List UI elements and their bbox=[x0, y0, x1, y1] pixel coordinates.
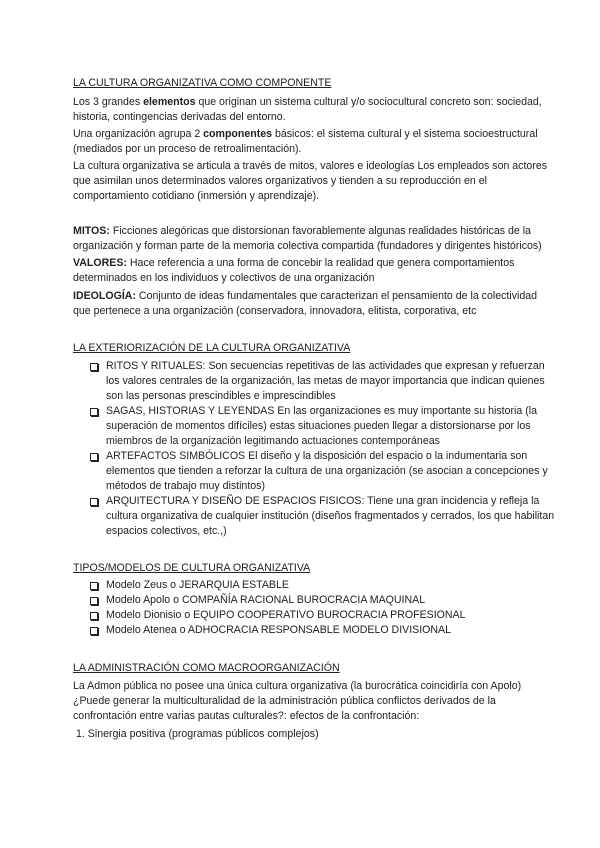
checkbox-bullet-icon bbox=[90, 453, 98, 461]
checkbox-bullet-icon bbox=[90, 408, 98, 416]
list-item bbox=[90, 578, 560, 593]
list-item-text: Modelo Apolo o COMPAÑÍA RACIONAL BUROCRACIA MAQUINAL bbox=[106, 594, 426, 606]
definition-label: VALORES: bbox=[73, 257, 127, 269]
list-item-text: RITOS Y RITUALES: Son secuencias repetitivas de las actividades que expresan y refuerzan los valores centrales de la organización, las metas de mayor importancia que indican quienes son las personas prescindibles e imprescindibles bbox=[106, 360, 545, 402]
checkbox-bullet-icon bbox=[90, 498, 98, 506]
list-item bbox=[90, 608, 560, 623]
numbered-item-1: 1. Sinergia positiva (programas públicos complejos) bbox=[76, 728, 319, 740]
checkbox-bullet-icon bbox=[90, 582, 98, 590]
section-title-tipos-modelos: TIPOS/MODELOS DE CULTURA ORGANIZATIVA bbox=[73, 562, 311, 574]
checkbox-bullet-icon bbox=[90, 597, 98, 605]
text-segment: que originan un sistema cultural y/o sociocultural concreto son: sociedad, historia, contingencias derivadas del entorno. bbox=[73, 96, 542, 123]
definition-text: Hace referencia a una forma de concebir la realidad que genera comportamientos determinados en los individuos y colectivos de una organización bbox=[73, 257, 515, 284]
list-item bbox=[90, 359, 560, 404]
section-title-exteriorizacion: LA EXTERIORIZACIÓN DE LA CULTURA ORGANIZATIVA bbox=[73, 342, 351, 354]
list-item-text: ARQUITECTURA Y DISEÑO DE ESPACIOS FISICOS: Tiene una gran incidencia y refleja la cultura organizativa de cualquier institución (diseños fragmentados y cerrados, los que habilitan espacios colectivos, etc.,) bbox=[106, 495, 555, 537]
list-item-text: SAGAS, HISTORIAS Y LEYENDAS En las organizaciones es muy importante su historia (la superación de momentos difíciles) estas situaciones pueden llegar a distorsionarse por los miembros de la organización legitimando actuaciones contemporáneas bbox=[106, 405, 538, 447]
list-item bbox=[90, 449, 560, 494]
bold-term: componentes bbox=[203, 128, 273, 140]
modelos-list bbox=[90, 578, 560, 638]
list-item-text: Modelo Dionisio o EQUIPO COOPERATIVO BUROCRACIA PROFESIONAL bbox=[106, 609, 466, 621]
paragraph-elementos bbox=[73, 95, 553, 125]
definition-label: MITOS: bbox=[73, 225, 110, 237]
text-segment: Los 3 grandes bbox=[73, 96, 144, 108]
bold-term: elementos bbox=[143, 96, 196, 108]
list-item-text: Modelo Zeus o JERARQUIA ESTABLE bbox=[106, 579, 289, 591]
definition-label: IDEOLOGÍA: bbox=[73, 290, 136, 302]
checkbox-bullet-icon bbox=[90, 612, 98, 620]
list-item-text: ARTEFACTOS SIMBÓLICOS El diseño y la disposición del espacio o la indumentaria son elementos que tienden a reforzar la cultura de una organización (se asocian a concepciones y métodos de trabajo muy distintos) bbox=[106, 450, 548, 492]
paragraph-articulacion: La cultura organizativa se articula a través de mitos, valores e ideologías Los empleados son actores que asimilan unos determinados valores organizativos y tienden a su reproducción en el comportamiento cotidiano (inmersión y aprendizaje). bbox=[73, 160, 548, 202]
text-segment: básicos: el sistema cultural y el sistema socioestructural (mediados por un proceso de retroalimentación). bbox=[73, 128, 538, 155]
definition-text: Conjunto de ideas fundamentales que caracterizan el pensamiento de la colectividad que pertenece a una organización (conservadora, innovadora, elitista, corporativa, etc bbox=[73, 290, 538, 317]
list-item bbox=[90, 623, 560, 638]
list-item bbox=[90, 494, 560, 539]
paragraph-componentes bbox=[73, 127, 553, 157]
paragraph-admon-publica: La Admon pública no posee una única cultura organizativa (la burocrática coincidiría con Apolo) ¿Puede generar la multiculturalidad de la administración pública conflictos derivados de la confrontación entre varias pautas culturales?: efectos de la confrontación: bbox=[73, 680, 522, 722]
list-item bbox=[90, 404, 560, 449]
definition-mitos bbox=[73, 224, 553, 254]
section-title-macroorganizacion: LA ADMINISTRACIÓN COMO MACROORGANIZACIÓN bbox=[73, 662, 340, 674]
exteriorizacion-list bbox=[90, 359, 560, 539]
list-item-text: Modelo Atenea o ADHOCRACIA RESPONSABLE MODELO DIVISIONAL bbox=[106, 624, 452, 636]
definition-text: Ficciones alegóricas que distorsionan favorablemente algunas realidades históricas de la organización y forman parte de la memoria colectiva compartida (fundadores y dirigentes históricos) bbox=[73, 225, 542, 252]
list-item bbox=[90, 593, 560, 608]
checkbox-bullet-icon bbox=[90, 627, 98, 635]
section-title-cultura-componente: LA CULTURA ORGANIZATIVA COMO COMPONENTE bbox=[73, 77, 332, 89]
text-segment: Una organización agrupa 2 bbox=[73, 128, 204, 140]
definition-valores bbox=[73, 256, 553, 286]
checkbox-bullet-icon bbox=[90, 363, 98, 371]
definition-ideologia bbox=[73, 289, 553, 319]
